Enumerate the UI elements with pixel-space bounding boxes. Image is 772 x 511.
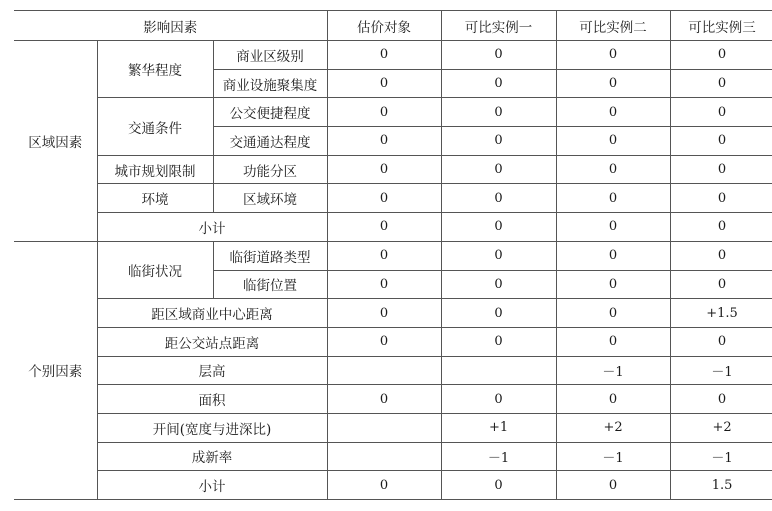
value-cell: 0 [441, 385, 556, 414]
value-cell: 0 [327, 41, 441, 70]
value-cell: －1 [556, 356, 670, 385]
value-cell: 0 [556, 299, 670, 328]
value-cell: 0 [441, 241, 556, 270]
value-cell: 0 [670, 127, 772, 156]
group-regional: 区域因素 [14, 41, 97, 242]
header-factor: 影响因素 [14, 11, 327, 41]
item-traffic-access: 交通通达程度 [213, 127, 327, 156]
value-cell: －1 [670, 356, 772, 385]
value-cell [327, 413, 441, 442]
value-cell: －1 [441, 442, 556, 471]
value-cell: 0 [556, 241, 670, 270]
value-cell: 0 [327, 69, 441, 98]
value-cell: 0 [441, 299, 556, 328]
value-cell: 0 [670, 270, 772, 299]
table-row [14, 241, 772, 270]
header-row [14, 11, 772, 41]
value-cell: +1.5 [670, 299, 772, 328]
value-cell: 0 [441, 184, 556, 213]
table-row [14, 471, 772, 500]
value-cell: 0 [441, 127, 556, 156]
value-cell: 0 [327, 327, 441, 356]
value-cell: 0 [327, 184, 441, 213]
value-cell: 0 [556, 213, 670, 242]
category-street: 临街状况 [97, 241, 213, 298]
group-individual: 个别因素 [14, 241, 97, 499]
value-cell: 0 [327, 471, 441, 500]
item-street-position: 临街位置 [213, 270, 327, 299]
value-cell: 0 [556, 184, 670, 213]
value-cell: －1 [556, 442, 670, 471]
value-cell: 0 [670, 184, 772, 213]
table-row [14, 413, 772, 442]
value-cell: 0 [670, 98, 772, 127]
table-row [14, 356, 772, 385]
category-environment: 环境 [97, 184, 213, 213]
value-cell: 0 [441, 69, 556, 98]
value-cell: 0 [556, 327, 670, 356]
value-cell [327, 442, 441, 471]
item-frontage: 开间(宽度与进深比) [97, 413, 327, 442]
item-business-cluster: 商业设施聚集度 [213, 69, 327, 98]
item-street-type: 临街道路类型 [213, 241, 327, 270]
item-area: 面积 [97, 385, 327, 414]
value-cell: 0 [670, 41, 772, 70]
value-cell: 0 [670, 155, 772, 184]
value-cell: 0 [556, 270, 670, 299]
value-cell: 0 [327, 270, 441, 299]
value-cell: 0 [556, 69, 670, 98]
category-planning: 城市规划限制 [97, 155, 213, 184]
table-row [14, 213, 772, 242]
value-cell: 0 [670, 213, 772, 242]
value-cell: 0 [327, 385, 441, 414]
value-cell: +2 [556, 413, 670, 442]
value-cell: 0 [327, 155, 441, 184]
value-cell: 0 [441, 327, 556, 356]
value-cell: 0 [441, 270, 556, 299]
item-distance-bus: 距公交站点距离 [97, 327, 327, 356]
value-cell: 0 [441, 471, 556, 500]
value-cell: 0 [441, 155, 556, 184]
value-cell [441, 356, 556, 385]
value-cell: 0 [556, 155, 670, 184]
table-row [14, 385, 772, 414]
table-row [14, 98, 772, 127]
item-zoning: 功能分区 [213, 155, 327, 184]
table-row [14, 442, 772, 471]
header-comparable-1: 可比实例一 [441, 11, 556, 41]
item-business-level: 商业区级别 [213, 41, 327, 70]
header-comparable-2: 可比实例二 [556, 11, 670, 41]
item-regional-env: 区域环境 [213, 184, 327, 213]
value-cell: 0 [556, 127, 670, 156]
value-cell: +1 [441, 413, 556, 442]
value-cell: 0 [556, 41, 670, 70]
item-distance-center: 距区域商业中心距离 [97, 299, 327, 328]
value-cell: 0 [556, 385, 670, 414]
value-cell: 0 [441, 98, 556, 127]
category-prosperity: 繁华程度 [97, 41, 213, 98]
individual-subtotal-label: 小计 [97, 471, 327, 500]
table-row [14, 41, 772, 70]
value-cell [327, 356, 441, 385]
table-row [14, 299, 772, 328]
value-cell: 0 [327, 299, 441, 328]
factor-adjustment-table [14, 10, 772, 500]
table-row [14, 155, 772, 184]
value-cell: 1.5 [670, 471, 772, 500]
value-cell: 0 [327, 98, 441, 127]
value-cell: 0 [441, 213, 556, 242]
table-row [14, 184, 772, 213]
value-cell: 0 [556, 98, 670, 127]
value-cell: －1 [670, 442, 772, 471]
value-cell: +2 [670, 413, 772, 442]
value-cell: 0 [670, 327, 772, 356]
header-subject: 估价对象 [327, 11, 441, 41]
value-cell: 0 [327, 241, 441, 270]
value-cell: 0 [556, 471, 670, 500]
value-cell: 0 [670, 385, 772, 414]
item-bus-convenience: 公交便捷程度 [213, 98, 327, 127]
value-cell: 0 [327, 127, 441, 156]
item-floor-height: 层高 [97, 356, 327, 385]
value-cell: 0 [670, 241, 772, 270]
item-newness: 成新率 [97, 442, 327, 471]
regional-subtotal-label: 小计 [97, 213, 327, 242]
value-cell: 0 [441, 41, 556, 70]
header-comparable-3: 可比实例三 [670, 11, 772, 41]
value-cell: 0 [327, 213, 441, 242]
table-row [14, 327, 772, 356]
value-cell: 0 [670, 69, 772, 98]
category-traffic: 交通条件 [97, 98, 213, 155]
